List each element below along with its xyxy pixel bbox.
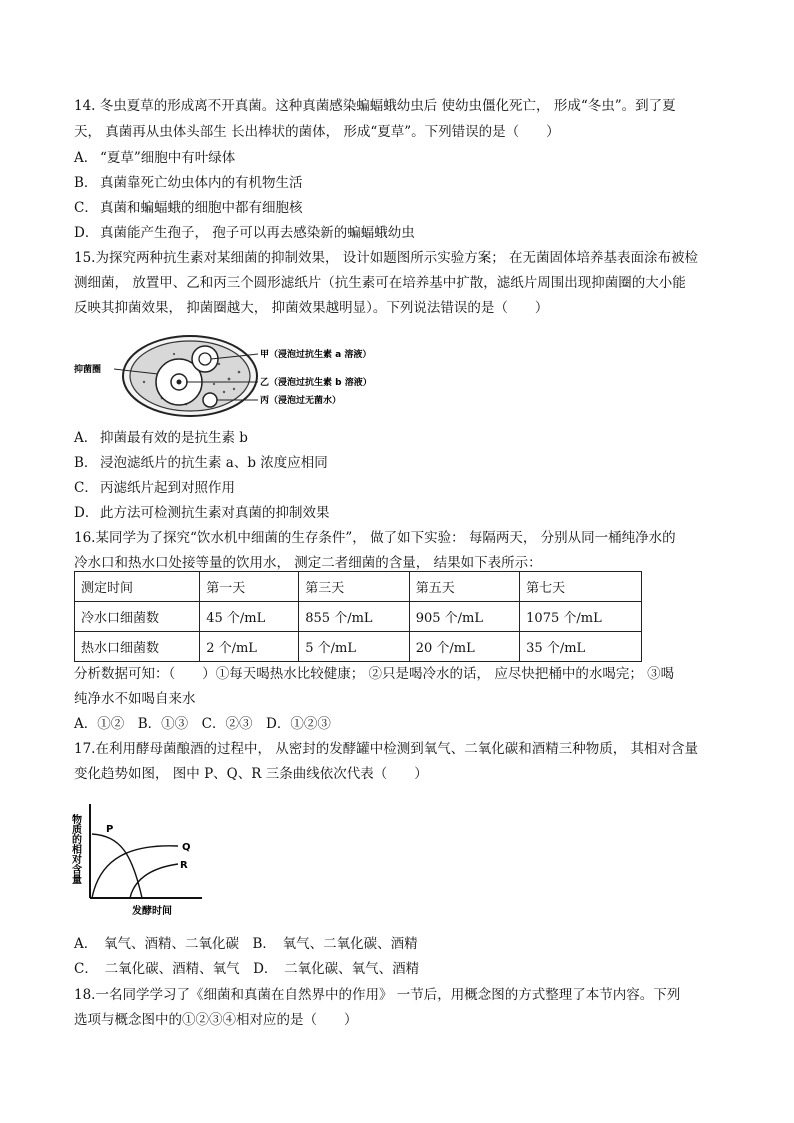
- q14-option-c: C． 真菌和蝙蝠蛾的细胞中都有细胞核: [74, 200, 303, 216]
- q16-stem-line2: 冷水口和热水口处接等量的饮用水， 测定二者细菌的含量， 结果如下表所示：: [74, 555, 542, 571]
- curve-r-label: R: [180, 860, 188, 871]
- q17-options-line1: A． 氧气、酒精、二氧化碳 B． 氧气、二氧化碳、酒精: [74, 936, 418, 952]
- q14-option-a: A． “夏草”细胞中有叶绿体: [74, 150, 236, 166]
- petri-dish-figure: [74, 334, 374, 420]
- label-yi: 乙（浸泡过抗生素 b 溶液）: [260, 378, 372, 388]
- q18-stem-line1: 18.一名同学学习了《细菌和真菌在自然界中的作用》 一节后，用概念图的方式整理了本节内容。下列: [74, 987, 681, 1003]
- filter-paper-jia: [199, 353, 211, 365]
- q15-option-d: D． 此方法可检测抗生素对真菌的抑制效果: [74, 505, 330, 521]
- table-cell: 5 个/mL: [299, 632, 409, 662]
- table-row: [75, 602, 642, 632]
- table-cell: 2 个/mL: [200, 632, 299, 662]
- q16-analysis-line2: 纯净水不如喝自来水: [74, 691, 196, 707]
- bacteria-count-table: [74, 571, 642, 662]
- q14-option-d: D． 真菌能产生孢子， 孢子可以再去感染新的蝙蝠蛾幼虫: [74, 225, 415, 241]
- table-cell: 第一天: [200, 572, 299, 602]
- table-cell: 第七天: [520, 572, 642, 602]
- q17-options-line2: C． 二氧化碳、酒精、氧气 D． 二氧化碳、氧气、酒精: [74, 961, 420, 977]
- q14-stem-line2: 天， 真菌再从虫体头部生 长出棒状的菌体， 形成“夏草”。下列错误的是（ ）: [74, 124, 560, 140]
- q16-stem-line1: 16.某同学为了探究“饮水机中细菌的生存条件”， 做了如下实验： 每隔两天， 分别从同一桶纯净水的: [74, 530, 676, 546]
- y-axis-label: 物质的相对含量: [70, 814, 81, 884]
- table-row: [75, 632, 642, 662]
- label-inhibition-zone: 抑菌圈: [74, 365, 102, 375]
- q15-stem-line1: 15.为探究两种抗生素对某细菌的抑制效果， 设计如题图所示实验方案； 在无菌固体培养基表面涂布被检: [74, 250, 699, 266]
- q15-stem-line3: 反映其抑菌效果， 抑菌圈越大， 抑菌效果越明显）。下列说法错误的是（ ）: [74, 300, 549, 316]
- q17-stem-line2: 变化趋势如图， 图中 P、Q、R 三条曲线依次代表（ ）: [74, 766, 428, 782]
- label-bing: 丙（浸泡过无菌水）: [260, 396, 342, 406]
- curve-p: [92, 834, 142, 898]
- q16-analysis-line1: 分析数据可知：（ ）①每天喝热水比较健康； ②只是喝冷水的话， 应尽快把桶中的水喝完； ③喝: [74, 666, 675, 682]
- curve-q-label: Q: [182, 842, 191, 853]
- table-cell: 第三天: [299, 572, 409, 602]
- table-cell: 905 个/mL: [409, 602, 519, 632]
- table-cell: 热水口细菌数: [75, 632, 200, 662]
- q15-stem-line2: 测细菌， 放置甲、乙和丙三个圆形滤纸片（抗生素可在培养基中扩散，滤纸片周围出现抑菌圈的大小能: [74, 275, 686, 291]
- table-cell: 35 个/mL: [520, 632, 642, 662]
- table-cell: 20 个/mL: [409, 632, 519, 662]
- q15-option-c: C． 丙滤纸片起到对照作用: [74, 480, 235, 496]
- curve-p-label: P: [106, 824, 114, 835]
- label-jia: 甲（浸泡过抗生素 a 溶液）: [260, 350, 372, 360]
- table-cell: 测定时间: [75, 572, 200, 602]
- table-cell: 冷水口细菌数: [75, 602, 200, 632]
- q17-stem-line1: 17.在利用酵母菌酿酒的过程中， 从密封的发酵罐中检测到氧气、二氧化碳和酒精三种物质， 其相对含量: [74, 741, 699, 757]
- q16-options: A．①② B．①③ C．②③ D．①②③: [74, 716, 331, 732]
- table-cell: 855 个/mL: [299, 602, 409, 632]
- table-header-row: [75, 572, 642, 602]
- table-cell: 第五天: [409, 572, 519, 602]
- q14-stem-line1: 14. 冬虫夏草的形成离不开真菌。这种真菌感染蝙蝠蛾幼虫后 使幼虫僵化死亡， 形成“冬虫”。到了夏: [74, 98, 676, 114]
- q15-option-b: B． 浸泡滤纸片的抗生素 a、b 浓度应相同: [74, 455, 328, 471]
- q18-stem-line2: 选项与概念图中的①②③④相对应的是（ ）: [74, 1012, 358, 1028]
- q14-option-b: B． 真菌靠死亡幼虫体内的有机物生活: [74, 175, 303, 191]
- filter-paper-bing: [203, 393, 217, 407]
- x-axis-label: 发酵时间: [132, 906, 172, 917]
- table-cell: 1075 个/mL: [520, 602, 642, 632]
- q15-option-a: A． 抑菌最有效的是抗生素 b: [74, 430, 248, 446]
- table-cell: 45 个/mL: [200, 602, 299, 632]
- fermentation-chart: [70, 798, 210, 920]
